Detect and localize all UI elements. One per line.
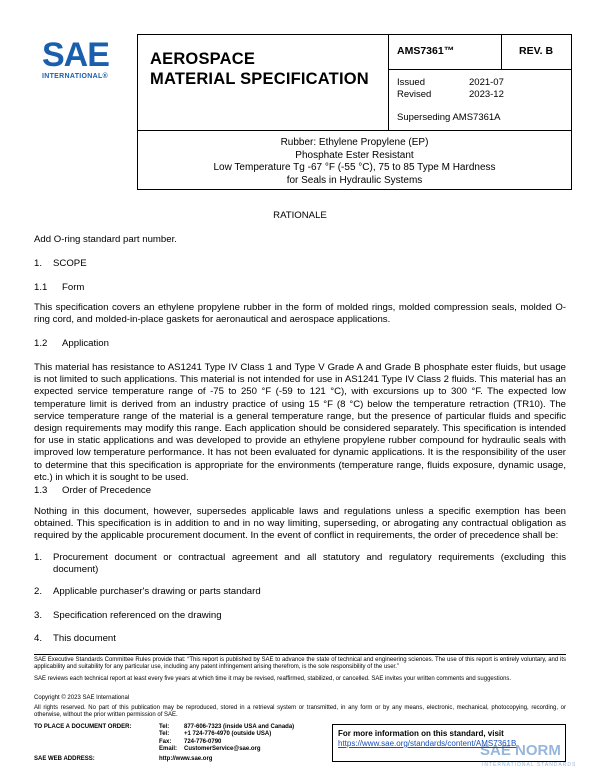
section-title: Order of Precedence (62, 485, 152, 496)
title-line-2: MATERIAL SPECIFICATION (150, 70, 369, 88)
superseding: Superseding AMS7361A (397, 112, 501, 123)
list-number: 2. (34, 586, 43, 597)
issued-date: 2021-07 (469, 77, 504, 88)
email-link[interactable]: CustomerService@sae.org (184, 746, 261, 753)
logo-subtext: INTERNATIONAL® (42, 73, 109, 80)
section-title: Form (62, 282, 85, 293)
revision-box (502, 34, 572, 70)
doc-number-box (389, 34, 502, 70)
dates-box (389, 69, 572, 131)
order-label: TO PLACE A DOCUMENT ORDER: (34, 724, 132, 730)
email-label: Email: (159, 746, 178, 753)
document-type-title (150, 49, 369, 89)
section-number: 1. (34, 258, 43, 269)
footer-rules: SAE Executive Standards Committee Rules provide that: “This report is published by SAE to advance the state of technical and engineering sciences. The use of this report is entirely voluntary, and its applicability and suitability for any particular use, including any patent infringement arising therefrom, is the sole responsibility of the user.” (34, 657, 566, 671)
list-text: Procurement document or contractual agreement and all statutory and regulatory requirements (excluding this document) (53, 552, 566, 576)
tel-label: Tel: (159, 724, 170, 730)
section-1-1-text: This specification covers an ethylene propylene rubber in the form of molded rings, molded compression seals, molded O-ring cord, and molded-in-place gaskets for aeronautical and aerospace applications. (34, 302, 566, 326)
footer-review: SAE reviews each technical report at least every five years at which time it may be revised, reaffirmed, stabilized, or cancelled. SAE invites your written comments and suggestions. (34, 676, 512, 682)
list-item (34, 552, 566, 576)
subject-line-2: Phosphate Ester Resistant (295, 149, 414, 161)
issued-label: Issued (397, 77, 425, 88)
list-number: 4. (34, 633, 43, 644)
list-item (34, 610, 566, 622)
list-number: 1. (34, 552, 43, 563)
section-1-heading (34, 258, 566, 270)
section-1-3-text: Nothing in this document, however, supersedes applicable laws and regulations unless a specific exemption has been obtained. This specification is in addition to and in no way limiting, superseding, or abrogating any contractual obligation as required by the applicable procurement document. In the event of conflict in requirements, the order of precedence shall be: (34, 506, 566, 542)
list-text: This document (53, 633, 116, 644)
list-item (34, 633, 566, 645)
logo-wordmark: SAE (42, 36, 109, 74)
web-label: SAE WEB ADDRESS: (34, 756, 95, 762)
subject-line-3: Low Temperature Tg -67 °F (-55 °C), 75 to 85 Type M Hardness (213, 162, 496, 173)
sae-logo (42, 38, 122, 86)
list-number: 3. (34, 610, 43, 621)
title-box (137, 34, 389, 131)
tel2-value: +1 724-776-4970 (outside USA) (184, 731, 272, 738)
list-text: Specification referenced on the drawing (53, 610, 222, 621)
doc-number: AMS7361™ (397, 45, 455, 57)
section-1-3-heading (34, 485, 566, 497)
subject-box (137, 130, 572, 190)
revised-label: Revised (397, 89, 432, 100)
fax-label: Fax: (159, 738, 172, 745)
watermark-text: SAE NORM (480, 742, 561, 759)
tel-value: 877-606-7323 (inside USA and Canada) (184, 724, 295, 730)
subject-line-1: Rubber: Ethylene Propylene (EP) (280, 137, 429, 148)
web-link[interactable]: http://www.sae.org (159, 756, 213, 762)
more-info-title: For more information on this standard, visit (338, 729, 504, 738)
watermark-subtext: INTERNATIONAL STANDARDS (482, 762, 577, 768)
list-text: Applicable purchaser's drawing or parts standard (53, 586, 261, 597)
standard-link[interactable]: https://www.sae.org/standards/content/AMS7361B (338, 739, 517, 748)
section-title: SCOPE (53, 258, 87, 269)
section-1-2-text: This material has resistance to AS1241 Type IV Class 1 and Type V Grade A and Grade B phosphate ester fluids, but usage is not limited to such applications. This material is not intended for use in AS1241 Type IV Class 2 fluids. This material has an expected service temperature range of -75 to 250 °F (-59 to 121 °C), with excursions up to 300 °F. The expected low temperature limit is derived from an industry practice of using 15 °F (8 °C) below the temperature retraction (TR10). The service temperature range of the material is a general temperature range, but the presence of particular fluids and specific design requirements may modify this range. Each application should be considered separately. This specification is intended for use in static applications and was developed to provide an ethylene propylene rubber compound for hydraulic seals with improved low temperature performance. It has not been evaluated for dynamic applications. It is the responsibility of the user to determine that this specification is appropriate for the environments (temperature range, fluids exposure, dynamic usage, etc.) in which it is sought to be used. (34, 362, 566, 483)
footer-rights: All rights reserved. No part of this publication may be reproduced, stored in a retrieval system or transmitted, in any form or by any means, electronic, mechanical, photocopying, recording, or otherwise, without the prior written permission of SAE. (34, 705, 566, 719)
subject-line-4: for Seals in Hydraulic Systems (286, 174, 423, 186)
section-1-1-heading (34, 282, 566, 294)
fax-value: 724-776-0790 (184, 738, 222, 745)
section-title: Application (62, 338, 109, 349)
title-line-1: AEROSPACE (150, 50, 256, 68)
footer-divider (34, 654, 566, 655)
tel2-label: Tel: (159, 731, 170, 738)
footer-copyright: Copyright © 2023 SAE International (34, 695, 130, 701)
section-number: 1.1 (34, 282, 48, 293)
rationale-heading: RATIONALE (273, 210, 327, 221)
section-number: 1.3 (34, 485, 48, 496)
rationale-text: Add O-ring standard part number. (34, 234, 177, 245)
section-1-2-heading (34, 338, 566, 350)
section-number: 1.2 (34, 338, 48, 349)
revision: REV. B (519, 45, 554, 57)
watermark-logo (480, 742, 590, 772)
revised-date: 2023-12 (469, 89, 504, 100)
list-item (34, 586, 566, 598)
